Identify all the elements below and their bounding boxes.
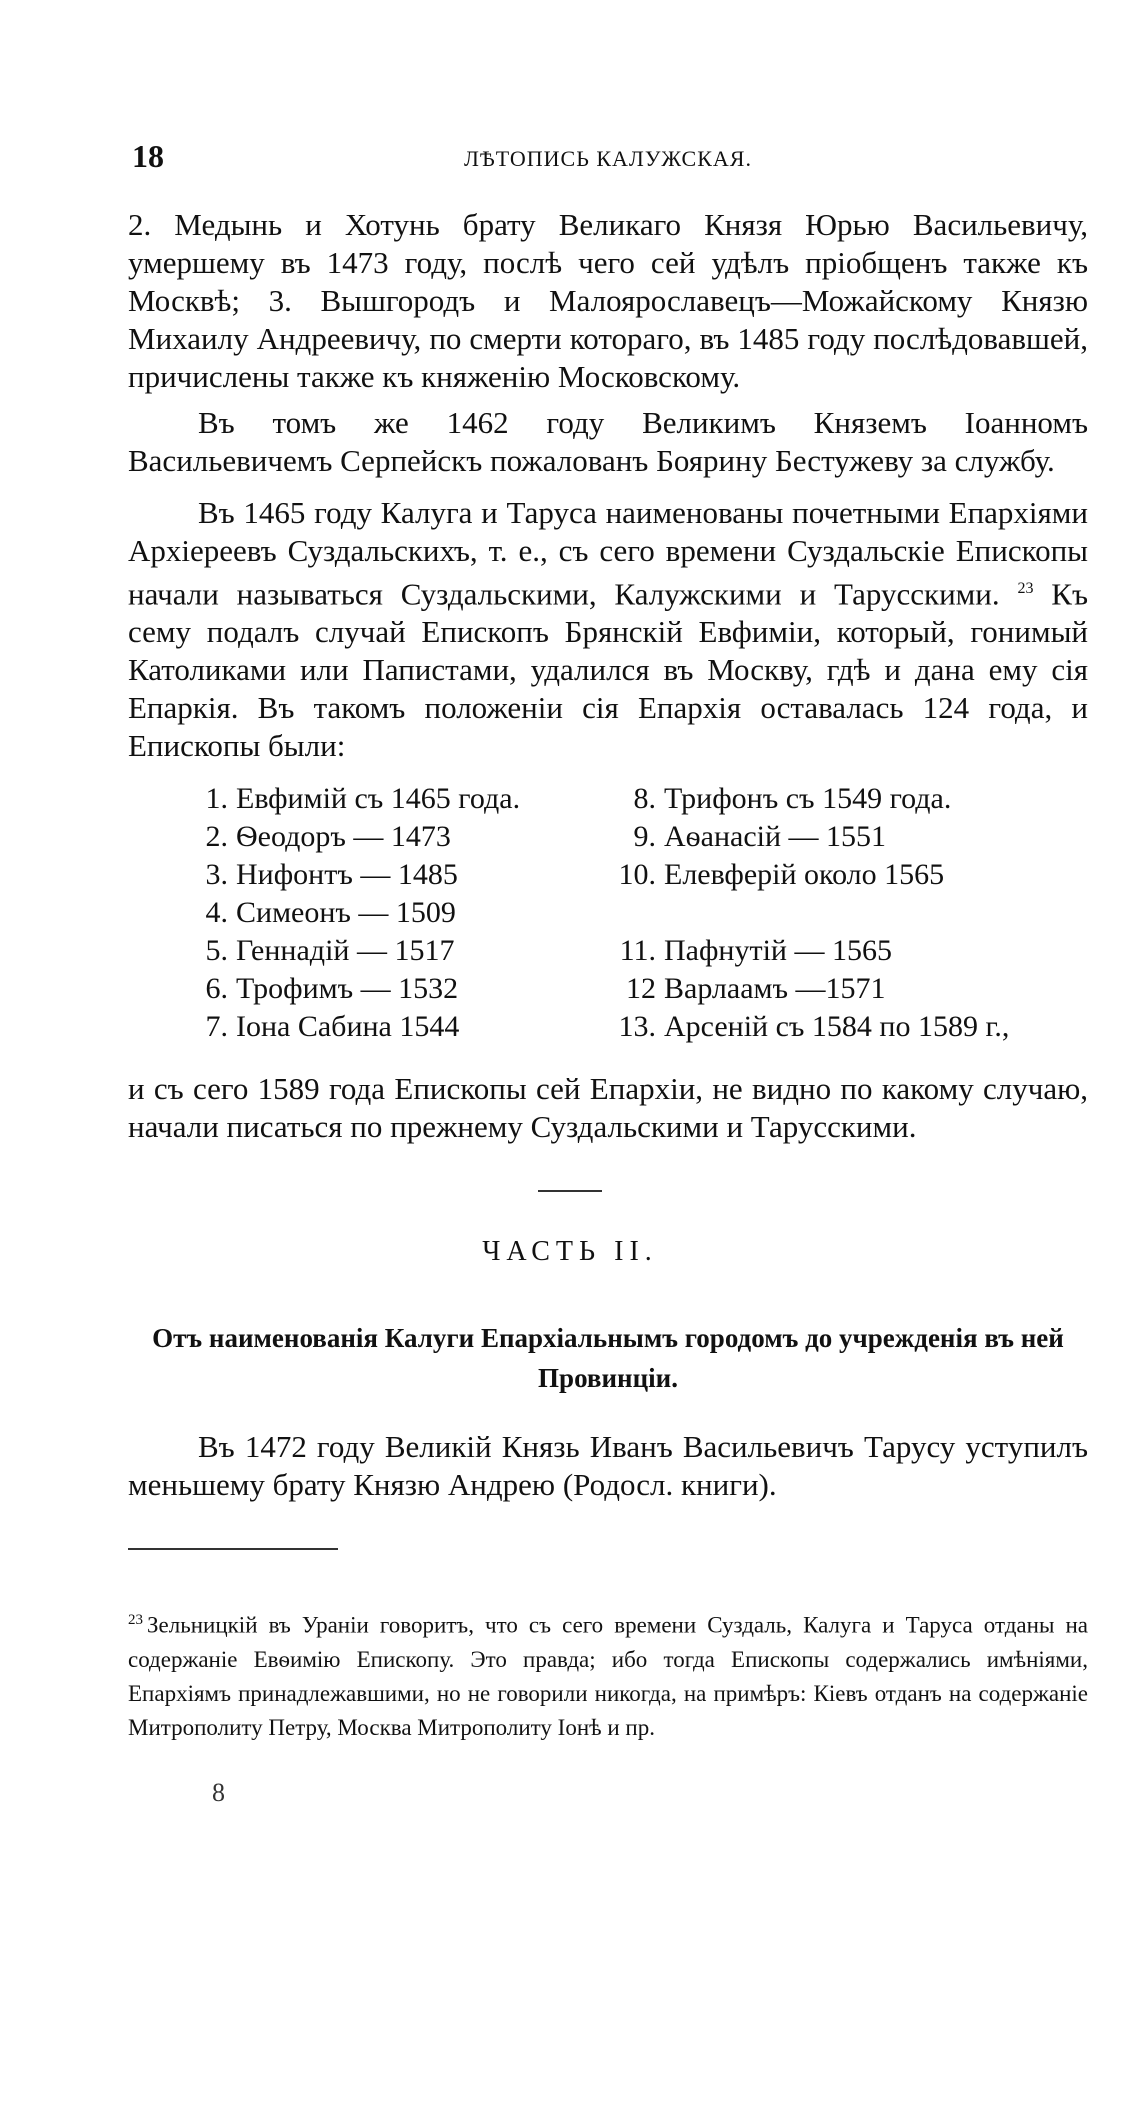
bishop-number: 11. <box>619 934 656 967</box>
bishops-column-right <box>600 780 1120 1046</box>
part-title: ЧАСТЬ II. <box>482 1236 658 1267</box>
bishop-name: Геннадій — 1517 <box>236 934 455 967</box>
bishop-name: Елевферій около 1565 <box>664 858 945 891</box>
bishop-name: Трофимъ — 1532 <box>236 972 459 1005</box>
bishop-entry <box>188 932 628 970</box>
bishop-name: Пафнутій — 1565 <box>664 934 892 967</box>
bishops-list <box>128 780 1088 1070</box>
page-number: 18 <box>132 138 164 174</box>
footnote-marker: 23 <box>128 1612 143 1628</box>
bishop-number: 7. <box>205 1010 228 1043</box>
bishop-entry <box>600 932 1120 970</box>
bishop-entry <box>188 818 628 856</box>
bishop-name: Евфимій съ 1465 года. <box>236 782 521 815</box>
bishop-number: 6. <box>205 972 228 1005</box>
bishop-name: Ѳеодоръ — 1473 <box>236 820 451 853</box>
bishop-number: 2. <box>205 820 228 853</box>
paragraph-1: 2. Медынь и Хотунь брату Великаго Князя Юрью Васильевичу, умершему въ 1473 году, послѣ чего сей удѣлъ пріобщенъ также къ Москвѣ; 3. Вышгородъ и Малоярославецъ—Можайскому Князю Михаилу Андреевичу, по смерти котораго, въ 1485 году послѣдовавшей, причислены также къ княженію Московскому. <box>128 207 1088 394</box>
bishop-name: Аѳанасій — 1551 <box>664 820 887 853</box>
footnote-text: Зельницкій въ Ураніи говоритъ, что съ сего времени Суздаль, Калуга и Таруса отданы на содержаніе Евѳимію Епископу. Это правда; ибо тогда Епископы содержались имѣніями, Епархіямъ принадлежавшими, но не говорили никогда, на примѣръ: Кіевъ отданъ на содержаніе Митрополиту Петру, Москва Митрополиту Іонѣ и пр. <box>128 1612 1088 1740</box>
bishop-number: 8. <box>633 782 656 815</box>
bishop-entry <box>188 1008 628 1046</box>
bishops-column-left <box>188 780 628 1046</box>
bishop-entry <box>188 894 628 932</box>
bishop-number: 3. <box>205 858 228 891</box>
bishop-name: Симеонъ — 1509 <box>236 896 456 929</box>
bishop-name: Трифонъ съ 1549 года. <box>664 782 952 815</box>
bishop-entry <box>600 856 1120 894</box>
running-title: ЛѢТОПИСЬ КАЛУЖСКАЯ. <box>464 146 752 171</box>
bishop-number: 9. <box>633 820 656 853</box>
bishop-name: Нифонтъ — 1485 <box>236 858 458 891</box>
bishop-number: 10. <box>618 858 656 891</box>
paragraph-5: Въ 1472 году Великій Князь Иванъ Васильевичъ Тарусу уступилъ меньшему брату Князю Андрею (Родосл. книги). <box>128 1429 1088 1502</box>
bishop-entry <box>600 780 1120 818</box>
bishop-entry <box>600 818 1120 856</box>
list-gap <box>600 894 1120 932</box>
footnote <box>128 1603 1088 1745</box>
bishop-entry <box>188 780 628 818</box>
bishop-entry <box>600 970 1120 1008</box>
bishop-number: 5. <box>205 934 228 967</box>
bishop-number: 12 <box>626 972 656 1005</box>
bishop-name: Варлаамъ —1571 <box>664 972 886 1005</box>
paragraph-3 <box>128 494 1088 765</box>
bishop-name: Арсеній съ 1584 по 1589 г., <box>664 1010 1010 1043</box>
page-header <box>128 138 1088 178</box>
bishop-entry <box>188 856 628 894</box>
paragraph-3-text-b: Къ сему подалъ случай Епископъ Брянскій Евфиміи, который, гонимый Католиками или Папистами, удалился въ Москву, гдѣ и дана ему сія Епаркія. Въ такомъ положеніи сія Епархія оставалась 124 года, и Епископы были: <box>128 576 1088 764</box>
paragraph-2: Въ томъ же 1462 году Великимъ Княземъ Іоанномъ Васильевичемъ Серпейскъ пожалованъ Боярину Бестужеву за службу. <box>128 405 1088 478</box>
bishop-number: 1. <box>205 782 228 815</box>
bishop-number: 4. <box>205 896 228 929</box>
bishop-name: Іона Сабина 1544 <box>236 1010 460 1043</box>
bishop-number: 13. <box>618 1010 656 1043</box>
bishop-entry <box>188 970 628 1008</box>
printer-signature: 8 <box>212 1778 225 1807</box>
paragraph-4: и съ сего 1589 года Епископы сей Епархіи, не видно по какому случаю, начали писаться по прежнему Суздальскими и Тарусскими. <box>128 1071 1088 1144</box>
paragraph-3-text-a: Въ 1465 году Калуга и Таруса наименованы почетными Епархіями Архіереевъ Суздальскихъ, т. е., съ сего времени Суздальскіе Епископы начали называться Суздальскими, Калужскими и Тарусскими. <box>128 495 1088 612</box>
footnote-reference: 23 <box>1017 580 1034 597</box>
section-heading: Отъ наименованія Калуги Епархіальнымъ городомъ до учрежденія въ ней Провинціи. <box>152 1323 1064 1393</box>
section-divider <box>538 1190 602 1192</box>
bishop-entry <box>600 1008 1120 1046</box>
footnote-rule <box>128 1548 338 1550</box>
